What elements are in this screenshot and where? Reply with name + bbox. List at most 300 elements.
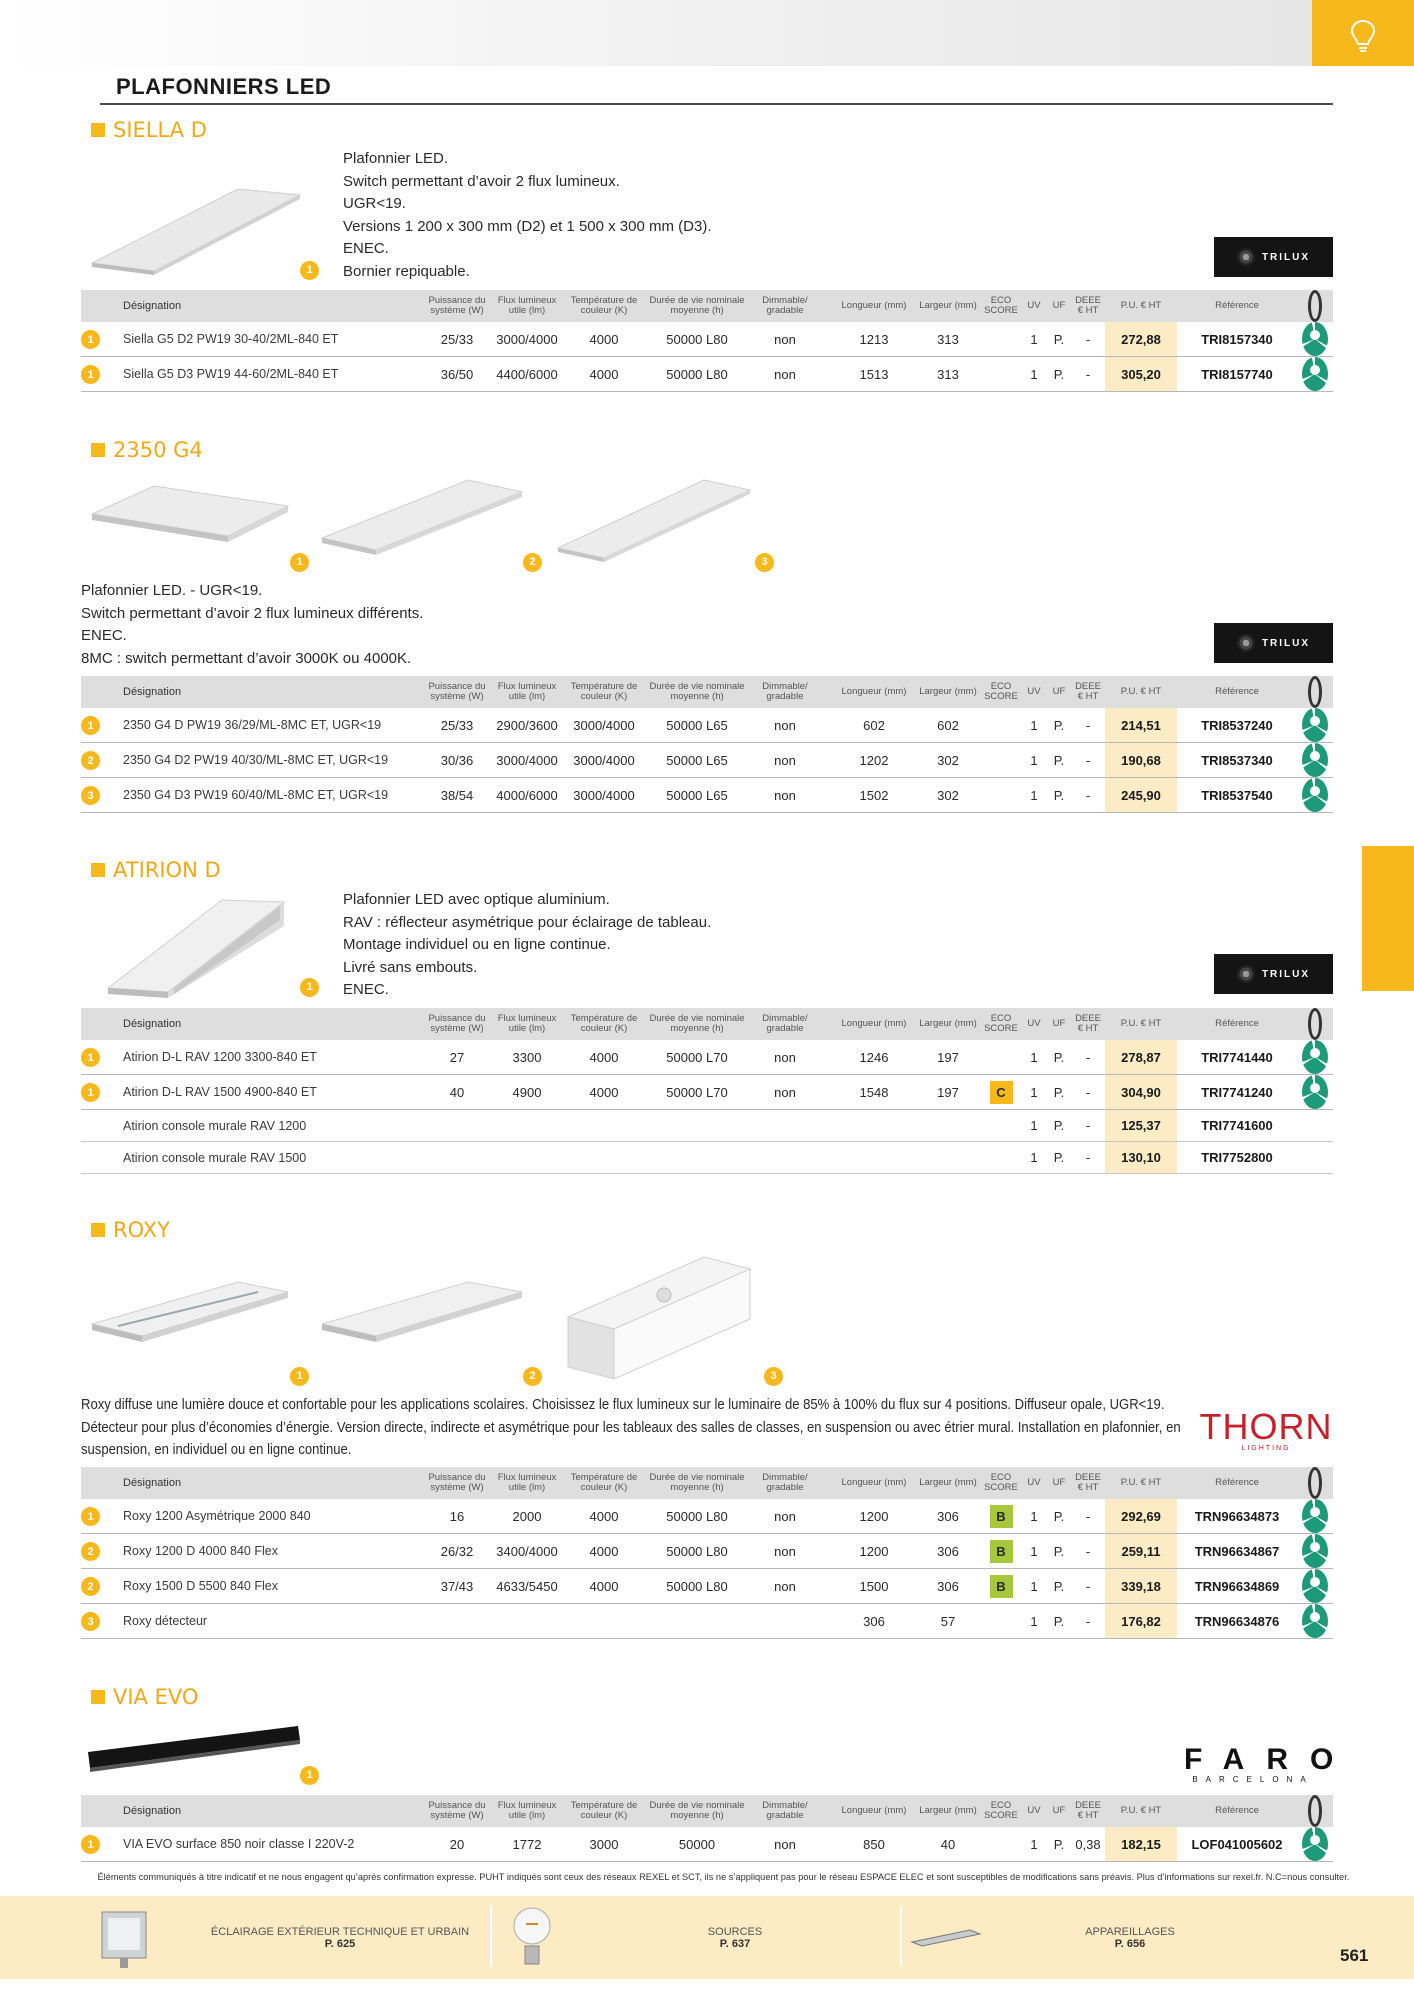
cell-uv: 1	[1030, 717, 1038, 733]
description-line: Versions 1 200 x 300 mm (D2) et 1 500 x 300 mm (D3).	[343, 217, 712, 235]
recycle-icon	[1297, 743, 1333, 777]
column-header-prix: P.U. € HT	[1120, 300, 1162, 311]
column-header-rec	[1297, 1008, 1333, 1040]
section-title-siella	[91, 118, 207, 142]
table-row[interactable]	[81, 743, 1333, 778]
row-number-badge: 1	[81, 1835, 100, 1854]
column-header-uf: UF	[1052, 686, 1066, 697]
cell-dim: non	[774, 787, 796, 803]
column-header-uf: UF	[1052, 1805, 1066, 1816]
trilux-star-icon	[1237, 634, 1255, 652]
row-number-badge: 3	[81, 1612, 100, 1631]
column-header-k: Température de couleur (K)	[570, 295, 638, 316]
column-header-uv: UV	[1027, 686, 1041, 697]
cell-uf: P.	[1053, 1613, 1065, 1629]
table-row[interactable]	[81, 1040, 1333, 1075]
column-header-w: Puissance du système (W)	[428, 295, 486, 316]
column-header-w: Puissance du système (W)	[428, 1472, 486, 1493]
cell-h: 50000 L80	[666, 1508, 728, 1524]
column-header-ref: Référence	[1215, 1477, 1259, 1488]
cell-h: 50000 L80	[666, 366, 728, 382]
cell-dim: non	[774, 331, 796, 347]
cell-ref: TRI7741440	[1201, 1049, 1273, 1065]
cell-uv: 1	[1030, 1508, 1038, 1524]
cell-ref: TRI8537240	[1201, 717, 1273, 733]
via-product-image	[86, 1722, 306, 1782]
cell-w: 16	[449, 1508, 465, 1524]
g4-product-image-3	[554, 478, 754, 562]
description-line: Switch permettant d’avoir 2 flux lumineux.	[343, 172, 620, 190]
cell-ref: LOF041005602	[1191, 1836, 1283, 1852]
title-divider	[100, 103, 1333, 105]
table-row[interactable]	[81, 778, 1333, 813]
cell-la: 313	[937, 366, 959, 382]
column-header-dim: Dimmable/ gradable	[762, 1013, 808, 1034]
cell-uf: P.	[1053, 1084, 1065, 1100]
ballast-thumbnail	[910, 1926, 982, 1950]
cell-l: 602	[863, 717, 885, 733]
cell-des: Siella G5 D3 PW19 44-60/2ML-840 ET	[123, 367, 339, 381]
cell-h: 50000 L80	[666, 331, 728, 347]
cell-l: 1548	[859, 1084, 889, 1100]
cell-deee: -	[1085, 1543, 1091, 1559]
cell-ref: TRN96634869	[1194, 1578, 1280, 1594]
cell-h: 50000 L80	[666, 1578, 728, 1594]
column-header-w: Puissance du système (W)	[428, 681, 486, 702]
cell-uf: P.	[1053, 1049, 1065, 1065]
cell-dim: non	[774, 1084, 796, 1100]
cell-la: 306	[937, 1543, 959, 1559]
column-header-ref: Référence	[1215, 1018, 1259, 1029]
cell-la: 302	[937, 787, 959, 803]
cell-w: 25/33	[440, 717, 474, 733]
table-row[interactable]	[81, 708, 1333, 743]
column-header-lm: Flux lumineux utile (lm)	[497, 1013, 557, 1034]
cell-h: 50000 L65	[666, 787, 728, 803]
cell-k: 4000	[589, 1578, 619, 1594]
table-header	[81, 676, 1333, 708]
cell-l: 1200	[859, 1508, 889, 1524]
cell-ref: TRI8157340	[1201, 331, 1273, 347]
column-header-des: Désignation	[123, 1018, 182, 1030]
row-number-badge: 2	[81, 1542, 100, 1561]
recycle-icon	[1297, 1827, 1333, 1861]
cell-uv: 1	[1030, 366, 1038, 382]
cell-des: 2350 G4 D2 PW19 40/30/ML-8MC ET, UGR<19	[123, 753, 389, 767]
cell-uf: P.	[1053, 1543, 1065, 1559]
column-header-eco: ECO SCORE	[984, 681, 1018, 702]
recycle-badge	[1302, 743, 1328, 777]
table-row[interactable]	[81, 1604, 1333, 1639]
row-number-badge: 1	[81, 330, 100, 349]
column-header-rec	[1297, 676, 1333, 708]
description-line: ENEC.	[343, 240, 389, 257]
brand-logo-faro: FARO BARCELONA	[1184, 1743, 1356, 1784]
recycle-header-icon	[1308, 1467, 1322, 1499]
column-header-uf: UF	[1052, 1477, 1066, 1488]
description-line: Livré sans embouts.	[343, 958, 478, 976]
column-header-deee: DEEE € HT	[1075, 1013, 1101, 1034]
cell-des: VIA EVO surface 850 noir classe I 220V-2	[123, 1837, 355, 1851]
column-header-uv: UV	[1027, 1805, 1041, 1816]
cell-prix: 259,11	[1105, 1534, 1177, 1568]
cell-l: 306	[863, 1613, 885, 1629]
cell-deee: -	[1085, 1613, 1091, 1629]
column-header-prix: P.U. € HT	[1120, 1018, 1162, 1029]
recycle-badge	[1302, 322, 1328, 356]
cell-h: 50000 L70	[666, 1049, 728, 1065]
cell-lm: 4900	[512, 1084, 542, 1100]
roxy-product-image-2	[318, 1280, 528, 1346]
recycle-badge	[1302, 1075, 1328, 1109]
column-header-k: Température de couleur (K)	[570, 1472, 638, 1493]
table-row[interactable]	[81, 1499, 1333, 1534]
cell-h: 50000	[678, 1836, 716, 1852]
recycle-badge	[1302, 357, 1328, 391]
cell-lm: 2000	[512, 1508, 542, 1524]
roxy-product-image-1	[88, 1280, 293, 1346]
recycle-icon	[1297, 1569, 1333, 1603]
column-header-dim: Dimmable/ gradable	[762, 1800, 808, 1821]
bulb-thumbnail	[510, 1902, 554, 1974]
recycle-header-icon	[1308, 290, 1322, 322]
cell-k: 4000	[589, 1049, 619, 1065]
column-header-dim: Dimmable/ gradable	[762, 681, 808, 702]
cell-k: 4000	[589, 331, 619, 347]
column-header-la: Largeur (mm)	[919, 1018, 977, 1029]
cell-w: 37/43	[440, 1578, 474, 1594]
section-title-g4	[91, 438, 203, 462]
cell-uf: P.	[1053, 1118, 1065, 1133]
table-atirion	[81, 1008, 1333, 1174]
column-header-la: Largeur (mm)	[919, 300, 977, 311]
product-number-badge: 1	[290, 553, 309, 572]
row-number-badge: 1	[81, 716, 100, 735]
recycle-icon	[1297, 357, 1333, 391]
recycle-badge	[1302, 1499, 1328, 1533]
column-header-ref: Référence	[1215, 686, 1259, 697]
cell-prix: 214,51	[1105, 708, 1177, 742]
recycle-icon	[1297, 1499, 1333, 1533]
cell-dim: non	[774, 1836, 796, 1852]
cell-dim: non	[774, 1508, 796, 1524]
table-row[interactable]	[81, 1827, 1333, 1862]
row-number-badge: 2	[81, 751, 100, 770]
column-header-eco: ECO SCORE	[984, 1013, 1018, 1034]
footer-divider	[900, 1906, 902, 1966]
cell-uv: 1	[1030, 1150, 1038, 1165]
cell-lm: 3000/4000	[496, 752, 558, 768]
cell-h: 50000 L65	[666, 752, 728, 768]
cell-uf: P.	[1053, 366, 1065, 382]
table-row[interactable]	[81, 1142, 1333, 1174]
recycle-badge	[1302, 1604, 1328, 1638]
cell-deee: 0,38	[1075, 1836, 1101, 1852]
cell-des: Siella G5 D2 PW19 30-40/2ML-840 ET	[123, 332, 339, 346]
cell-deee: -	[1085, 787, 1091, 803]
table-row[interactable]	[81, 1110, 1333, 1142]
column-header-prix: P.U. € HT	[1120, 1805, 1162, 1816]
section-title-atirion	[91, 858, 221, 882]
trilux-star-icon	[1237, 965, 1255, 983]
cell-l: 1202	[859, 752, 889, 768]
description-line: Détecteur pour plus d’économies d’énergie. Version directe, indirecte et asymétrique pour les tableaux des salles de classes, en suspension ou avec étrier mural. Installation en plafonnier, en	[81, 1418, 1181, 1436]
column-header-deee: DEEE € HT	[1075, 1472, 1101, 1493]
column-header-w: Puissance du système (W)	[428, 1800, 486, 1821]
recycle-badge	[1302, 708, 1328, 742]
brand-logo-thorn: THORN LIGHTING	[1199, 1406, 1333, 1452]
cell-deee: -	[1085, 331, 1091, 347]
footer-link-sources[interactable]: SOURCES P. 637	[707, 1925, 763, 1950]
cell-des: Roxy 1200 D 4000 840 Flex	[123, 1544, 278, 1558]
page-title: PLAFONNIERS LED	[116, 74, 332, 99]
cell-deee: -	[1085, 1049, 1091, 1065]
cell-uv: 1	[1030, 1836, 1038, 1852]
section-title-text: 2350 G4	[113, 438, 203, 462]
recycle-badge	[1302, 778, 1328, 812]
column-header-lm: Flux lumineux utile (lm)	[497, 1472, 557, 1493]
footer-link-eclairage-exterieur[interactable]: ÉCLAIRAGE EXTÉRIEUR TECHNIQUE ET URBAIN P. 625	[210, 1925, 470, 1950]
category-tab[interactable]	[1312, 0, 1414, 66]
section-title-roxy	[91, 1218, 170, 1242]
cell-des: 2350 G4 D3 PW19 60/40/ML-8MC ET, UGR<19	[123, 788, 389, 802]
row-number-badge: 1	[81, 365, 100, 384]
table-row[interactable]	[81, 322, 1333, 357]
cell-w: 36/50	[440, 366, 474, 382]
eco-score-cell	[981, 1075, 1021, 1109]
description-line: Plafonnier LED avec optique aluminium.	[343, 891, 610, 908]
page-number: 561	[1340, 1946, 1369, 1965]
table-header	[81, 290, 1333, 322]
column-header-eco: ECO SCORE	[984, 295, 1018, 316]
cell-la: 197	[937, 1084, 959, 1100]
product-number-badge: 3	[755, 553, 774, 572]
cell-la: 313	[937, 331, 959, 347]
cell-prix: 190,68	[1105, 743, 1177, 777]
table-row[interactable]	[81, 1075, 1333, 1110]
trilux-star-icon	[1237, 248, 1255, 266]
cell-uv: 1	[1030, 1118, 1038, 1133]
cell-lm: 3000/4000	[496, 331, 558, 347]
atirion-description	[343, 889, 711, 1002]
lightbulb-icon	[1348, 18, 1378, 54]
cell-lm: 2900/3600	[496, 717, 558, 733]
description-line: ENEC.	[81, 627, 127, 644]
cell-ref: TRI8537540	[1201, 787, 1273, 803]
recycle-icon	[1297, 1534, 1333, 1568]
column-header-ref: Référence	[1215, 1805, 1259, 1816]
column-header-h: Durée de vie nominale moyenne (h)	[649, 1472, 745, 1493]
column-header-uv: UV	[1027, 1477, 1041, 1488]
cell-prix: 304,90	[1105, 1075, 1177, 1109]
product-number-badge: 1	[300, 1766, 319, 1785]
cell-lm: 3400/4000	[496, 1543, 558, 1559]
column-header-l: Longueur (mm)	[841, 300, 907, 311]
section-title-text: SIELLA D	[113, 118, 207, 142]
cell-uf: P.	[1053, 787, 1065, 803]
table-header	[81, 1008, 1333, 1040]
cell-w: 20	[449, 1836, 465, 1852]
column-header-rec	[1297, 1795, 1333, 1827]
cell-uf: P.	[1053, 1578, 1065, 1594]
cell-ref: TRI8157740	[1201, 366, 1273, 382]
cell-la: 306	[937, 1508, 959, 1524]
section-marker	[91, 1690, 105, 1704]
column-header-uf: UF	[1052, 300, 1066, 311]
g4-description	[81, 580, 423, 670]
column-header-des: Désignation	[123, 686, 182, 698]
column-header-la: Largeur (mm)	[919, 686, 977, 697]
floodlight-thumbnail	[96, 1906, 152, 1972]
column-header-lm: Flux lumineux utile (lm)	[497, 681, 557, 702]
cell-ref: TRN96634873	[1194, 1508, 1280, 1524]
cell-uf: P.	[1053, 752, 1065, 768]
cell-uf: P.	[1053, 1508, 1065, 1524]
column-header-uv: UV	[1027, 1018, 1041, 1029]
cell-uf: P.	[1053, 1150, 1065, 1165]
recycle-icon	[1297, 708, 1333, 742]
brand-logo-trilux: TRILUX	[1214, 954, 1333, 994]
cell-ref: TRI7741600	[1201, 1118, 1273, 1133]
top-band	[0, 0, 1312, 66]
column-header-deee: DEEE € HT	[1075, 681, 1101, 702]
cell-prix: 182,15	[1105, 1827, 1177, 1861]
product-number-badge: 1	[300, 978, 319, 997]
column-header-uf: UF	[1052, 1018, 1066, 1029]
section-title-text: VIA EVO	[113, 1685, 199, 1709]
recycle-icon	[1297, 1040, 1333, 1074]
recycle-header-icon	[1308, 1008, 1322, 1040]
column-header-l: Longueur (mm)	[841, 1018, 907, 1029]
footer-link-appareillages[interactable]: APPAREILLAGES P. 656	[1085, 1925, 1175, 1950]
cell-k: 4000	[589, 1084, 619, 1100]
cell-deee: -	[1085, 1084, 1091, 1100]
column-header-eco: ECO SCORE	[984, 1472, 1018, 1493]
description-line: Plafonnier LED.	[343, 150, 449, 167]
description-line: ENEC.	[343, 981, 389, 998]
cell-des: 2350 G4 D PW19 36/29/ML-8MC ET, UGR<19	[123, 718, 382, 732]
cell-w: 26/32	[440, 1543, 474, 1559]
cell-des: Atirion console murale RAV 1200	[123, 1118, 307, 1133]
cell-prix: 339,18	[1105, 1569, 1177, 1603]
column-header-l: Longueur (mm)	[841, 1477, 907, 1488]
recycle-header-icon	[1308, 676, 1322, 708]
table-row[interactable]	[81, 357, 1333, 392]
cell-l: 1246	[859, 1049, 889, 1065]
product-number-badge: 1	[300, 261, 319, 280]
atirion-product-image	[104, 896, 294, 1000]
cell-la: 57	[940, 1613, 956, 1629]
cell-dim: non	[774, 1049, 796, 1065]
roxy-product-image-3	[564, 1255, 754, 1385]
product-number-badge: 2	[523, 1367, 542, 1386]
column-header-k: Température de couleur (K)	[570, 1013, 638, 1034]
column-header-ref: Référence	[1215, 300, 1259, 311]
cell-dim: non	[774, 717, 796, 733]
cell-k: 4000	[589, 366, 619, 382]
side-index-tab[interactable]	[1362, 846, 1414, 991]
eco-score-cell	[981, 1534, 1021, 1568]
cell-w: 40	[449, 1084, 465, 1100]
cell-des: Atirion console murale RAV 1500	[123, 1150, 307, 1165]
column-header-l: Longueur (mm)	[841, 686, 907, 697]
cell-des: Roxy 1200 Asymétrique 2000 840	[123, 1509, 311, 1523]
eco-score-cell	[981, 1499, 1021, 1533]
cell-uf: P.	[1053, 1836, 1065, 1852]
cell-k: 3000/4000	[573, 717, 635, 733]
cell-l: 1500	[859, 1578, 889, 1594]
cell-uv: 1	[1030, 752, 1038, 768]
cell-k: 3000/4000	[573, 787, 635, 803]
roxy-description	[81, 1394, 1181, 1462]
column-header-prix: P.U. € HT	[1120, 686, 1162, 697]
g4-product-image-2	[318, 478, 528, 556]
description-line: Montage individuel ou en ligne continue.	[343, 936, 611, 953]
cell-prix: 125,37	[1105, 1110, 1177, 1141]
description-line: RAV : réflecteur asymétrique pour éclairage de tableau.	[343, 913, 712, 931]
cell-lm: 1772	[512, 1836, 542, 1852]
cell-l: 1502	[859, 787, 889, 803]
cell-lm: 4633/5450	[496, 1578, 558, 1594]
column-header-h: Durée de vie nominale moyenne (h)	[649, 295, 745, 316]
column-header-lm: Flux lumineux utile (lm)	[497, 1800, 557, 1821]
table-row[interactable]	[81, 1534, 1333, 1569]
cell-uv: 1	[1030, 1543, 1038, 1559]
cell-l: 1513	[859, 366, 889, 382]
cell-la: 602	[937, 717, 959, 733]
column-header-la: Largeur (mm)	[919, 1805, 977, 1816]
recycle-badge	[1302, 1827, 1328, 1861]
brand-logo-trilux: TRILUX	[1214, 237, 1333, 277]
cell-h: 50000 L80	[666, 1543, 728, 1559]
column-header-dim: Dimmable/ gradable	[762, 295, 808, 316]
cell-dim: non	[774, 1578, 796, 1594]
cell-h: 50000 L70	[666, 1084, 728, 1100]
cell-uv: 1	[1030, 1049, 1038, 1065]
cell-la: 302	[937, 752, 959, 768]
column-header-rec	[1297, 1467, 1333, 1499]
column-header-h: Durée de vie nominale moyenne (h)	[649, 1013, 745, 1034]
table-roxy	[81, 1467, 1333, 1639]
section-title-text: ATIRION D	[113, 858, 221, 882]
cell-uv: 1	[1030, 787, 1038, 803]
recycle-icon	[1297, 778, 1333, 812]
column-header-l: Longueur (mm)	[841, 1805, 907, 1816]
cell-deee: -	[1085, 1118, 1091, 1133]
table-header	[81, 1795, 1333, 1827]
recycle-badge	[1302, 1534, 1328, 1568]
disclaimer: Éléments communiqués à titre indicatif et ne nous engagent qu’après confirmation expresse. PUHT indiqués sont ceux des réseaux REXEL et SCT, ils ne s’appliquent pas pour le réseau ESPACE ELEC et sont susceptibles de modifications sans préavis. Plus d’informations sur rexel.fr. N.C=nous consulter.	[97, 1872, 1350, 1883]
section-marker	[91, 443, 105, 457]
cell-prix: 176,82	[1105, 1604, 1177, 1638]
cell-la: 197	[937, 1049, 959, 1065]
product-number-badge: 2	[523, 553, 542, 572]
cell-w: 38/54	[440, 787, 474, 803]
cell-w: 30/36	[440, 752, 474, 768]
cell-deee: -	[1085, 1150, 1091, 1165]
cell-k: 3000/4000	[573, 752, 635, 768]
column-header-prix: P.U. € HT	[1120, 1477, 1162, 1488]
row-number-badge: 1	[81, 1048, 100, 1067]
product-number-badge: 3	[764, 1367, 783, 1386]
cell-ref: TRN96634876	[1194, 1613, 1280, 1629]
table-row[interactable]	[81, 1569, 1333, 1604]
column-header-h: Durée de vie nominale moyenne (h)	[649, 1800, 745, 1821]
recycle-icon	[1297, 1075, 1333, 1109]
cell-prix: 272,88	[1105, 322, 1177, 356]
column-header-des: Désignation	[123, 300, 182, 312]
table-g4	[81, 676, 1333, 813]
